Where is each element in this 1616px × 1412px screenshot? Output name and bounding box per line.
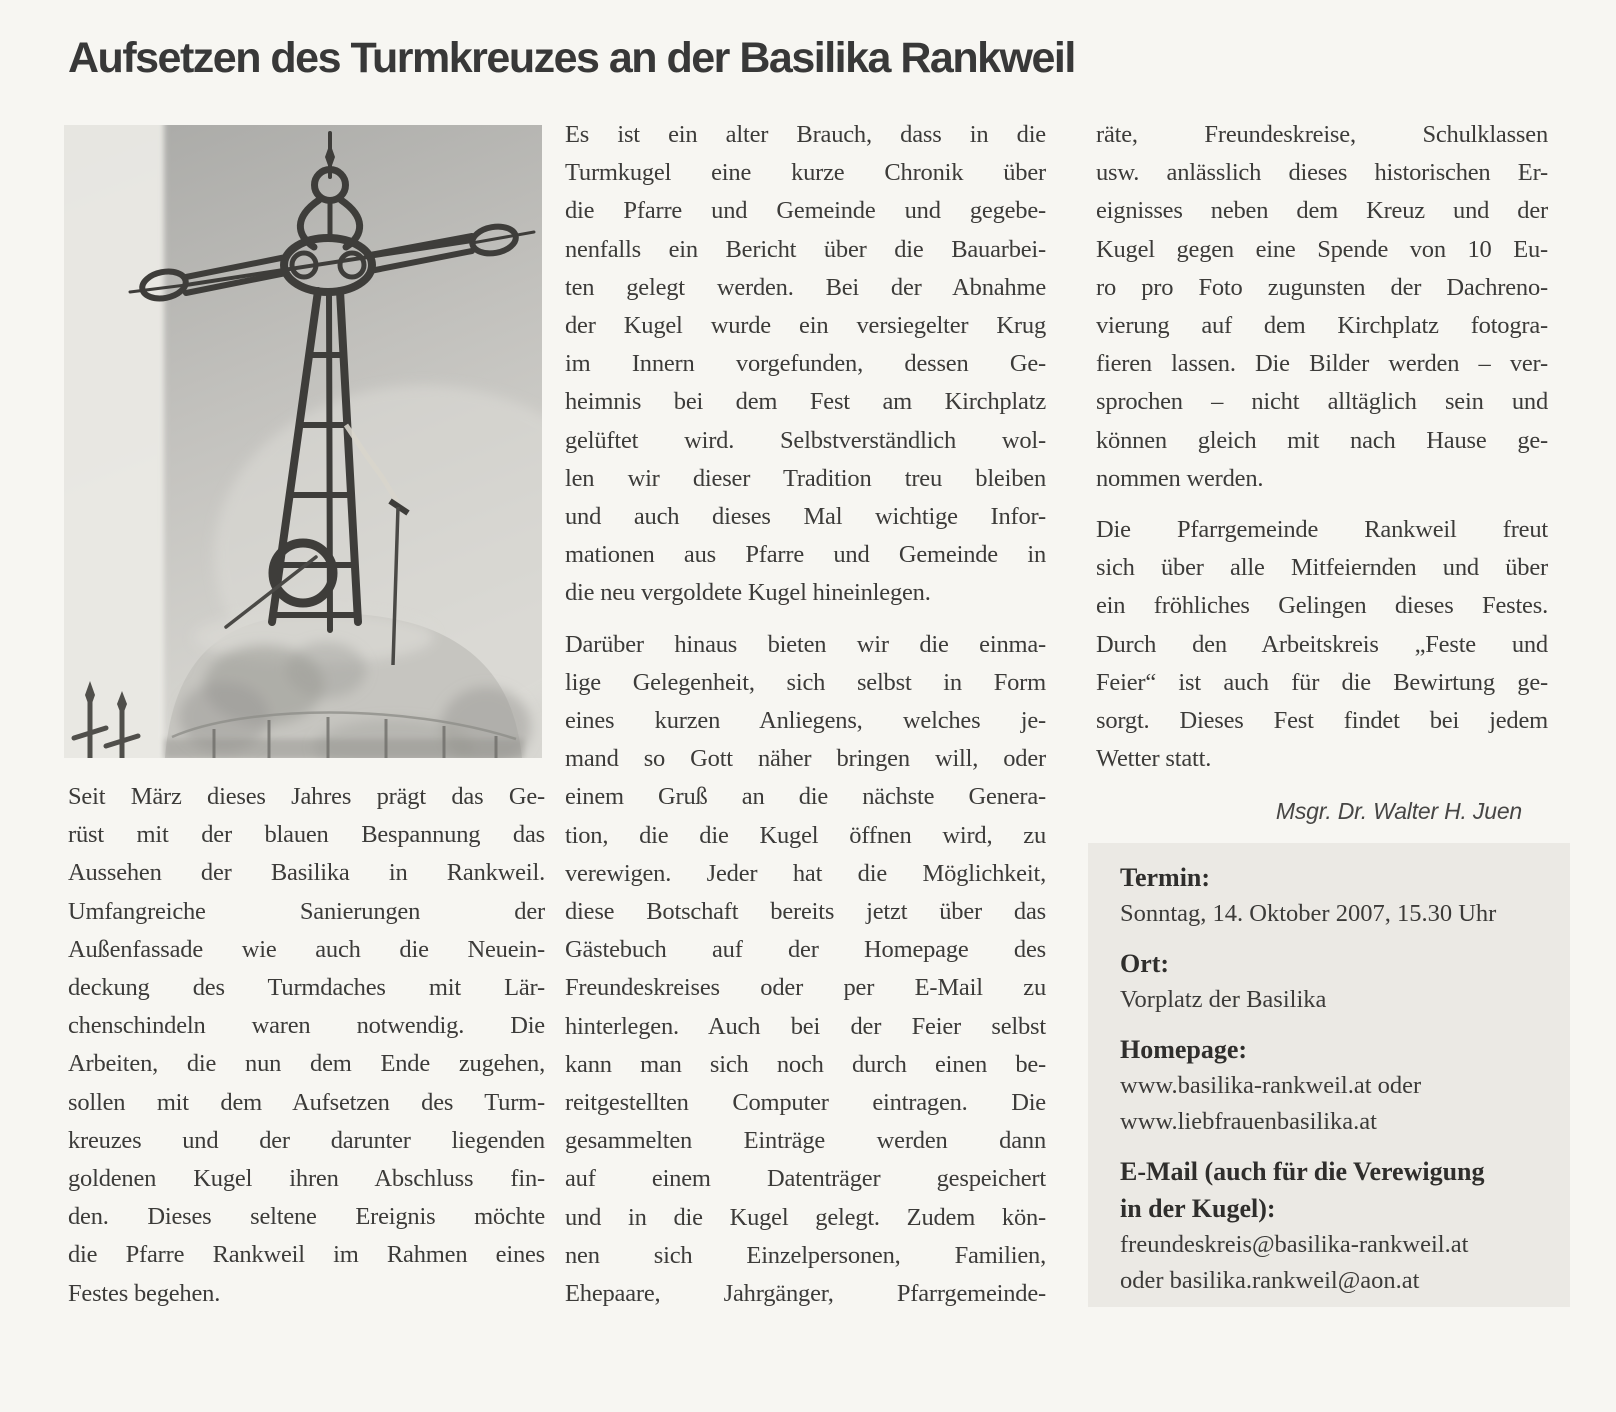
text-line: usw. anlässlich dieses historischen Er-	[1096, 159, 1548, 187]
article-column-3	[1096, 116, 1548, 831]
text-line: Durch den Arbeitskreis „Feste und	[1096, 630, 1548, 658]
text-line: Die Pfarrgemeinde Rankweil freut	[1096, 516, 1548, 544]
text-line: chenschindeln waren notwendig. Die	[68, 1012, 545, 1040]
text-line: ten gelegt werden. Bei der Abnahme	[565, 273, 1046, 301]
text-line: eignisses neben dem Kreuz und der	[1096, 197, 1548, 225]
infobox-item-ort	[1120, 945, 1554, 1018]
text-line: Gästebuch auf der Homepage des	[565, 936, 1046, 964]
text-line: Es ist ein alter Brauch, dass in die	[565, 121, 1046, 148]
text-line: hinterlegen. Auch bei der Feier selbst	[565, 1012, 1046, 1040]
infobox-value	[1120, 982, 1554, 1018]
photo-overexposed-band	[64, 125, 164, 758]
text-line: Termin:	[1120, 863, 1211, 892]
text-line: Außenfassade wie auch die Neuein-	[68, 935, 545, 963]
text-line: nommen werden.	[1096, 464, 1264, 492]
author-attribution: Msgr. Dr. Walter H. Juen	[1275, 798, 1522, 825]
text-line: Homepage:	[1120, 1035, 1248, 1064]
text-line: ro pro Foto zugunsten der Dachreno-	[1096, 273, 1548, 301]
tower-cross-photo	[64, 125, 542, 758]
text-line: Feier“ ist auch für die Bewirtung ge-	[1096, 668, 1548, 696]
text-line: können gleich mit nach Hause ge-	[1096, 426, 1548, 454]
text-line: ein fröhliches Gelingen dieses Festes.	[1096, 592, 1548, 620]
infobox-value	[1120, 1068, 1554, 1140]
text-line: Aussehen der Basilika in Rankweil.	[68, 859, 545, 887]
text-line: vierung auf dem Kirchplatz fotogra-	[1096, 312, 1548, 340]
article-column-1	[68, 778, 545, 1313]
text-line: mand so Gott näher bringen will, oder	[565, 745, 1046, 773]
text-line: freundeskreis@basilika-rankweil.at	[1120, 1231, 1469, 1258]
article-column-2	[565, 116, 1046, 1313]
text-line: sollen mit dem Aufsetzen des Turm-	[68, 1088, 545, 1116]
infobox-item-homepage	[1120, 1031, 1554, 1140]
text-line: rüst mit der blauen Bespannung das	[68, 821, 545, 849]
text-line: goldenen Kugel ihren Abschluss fin-	[68, 1165, 545, 1193]
text-line: Umfangreiche Sanierungen der	[68, 897, 545, 925]
infobox-label	[1120, 859, 1554, 896]
text-line: Seit März dieses Jahres prägt das Ge-	[68, 783, 545, 810]
text-line: E-Mail (auch für die Verewigung	[1120, 1157, 1485, 1186]
text-line: lige Gelegenheit, sich selbst in Form	[565, 668, 1046, 696]
text-line: Wetter statt.	[1096, 745, 1212, 773]
paragraph	[1096, 116, 1548, 498]
text-line: die Pfarre und Gemeinde und gegebe-	[565, 197, 1046, 225]
text-line: im Innern vorgefunden, dessen Ge-	[565, 350, 1046, 378]
text-line: Kugel gegen eine Spende von 10 Eu-	[1096, 235, 1548, 263]
infobox-label	[1120, 1031, 1554, 1068]
text-line: nenfalls ein Bericht über die Bauarbei-	[565, 235, 1046, 263]
text-line: fieren lassen. Die Bilder werden – ver-	[1096, 350, 1548, 378]
text-line: den. Dieses seltene Ereignis möchte	[68, 1203, 545, 1231]
event-infobox	[1088, 843, 1570, 1307]
text-line: oder basilika.rankweil@aon.at	[1120, 1267, 1420, 1294]
text-line: sorgt. Dieses Fest findet bei jedem	[1096, 707, 1548, 735]
text-line: len wir dieser Tradition treu bleiben	[565, 464, 1046, 492]
infobox-item-email	[1120, 1153, 1554, 1299]
text-line: gesammelten Einträge werden dann	[565, 1127, 1046, 1155]
text-line: und in die Kugel gelegt. Zudem kön-	[565, 1203, 1046, 1231]
text-line: Darüber hinaus bieten wir die einma-	[565, 630, 1046, 658]
text-line: www.basilika-rankweil.at oder	[1120, 1072, 1422, 1099]
text-line: www.liebfrauenbasilika.at	[1120, 1108, 1377, 1135]
text-line: und auch dieses Mal wichtige Infor-	[565, 503, 1046, 531]
paragraph	[565, 626, 1046, 1314]
text-line: Sonntag, 14. Oktober 2007, 15.30 Uhr	[1120, 900, 1497, 927]
text-line: sprochen – nicht alltäglich sein und	[1096, 388, 1548, 416]
text-line: tion, die die Kugel öffnen wird, zu	[565, 821, 1046, 849]
text-line: kreuzes und der darunter liegenden	[68, 1126, 545, 1154]
infobox-label	[1120, 1153, 1554, 1227]
paragraph	[565, 116, 1046, 613]
text-line: heimnis bei dem Fest am Kirchplatz	[565, 388, 1046, 416]
text-line: Arbeiten, die nun dem Ende zugehen,	[68, 1050, 545, 1078]
infobox-label	[1120, 945, 1554, 982]
text-line: nen sich Einzelpersonen, Familien,	[565, 1241, 1046, 1269]
text-line: diese Botschaft bereits jetzt über das	[565, 898, 1046, 926]
text-line: deckung des Turmdaches mit Lär-	[68, 974, 545, 1002]
text-line: mationen aus Pfarre und Gemeinde in	[565, 541, 1046, 569]
text-line: reitgestellten Computer eintragen. Die	[565, 1089, 1046, 1117]
text-line: die Pfarre Rankweil im Rahmen eines	[68, 1241, 545, 1269]
text-line: gelüftet wird. Selbstverständlich wol-	[565, 426, 1046, 454]
text-line: räte, Freundeskreise, Schulklassen	[1096, 121, 1548, 148]
infobox-value	[1120, 896, 1554, 932]
text-line: Freundeskreises oder per E-Mail zu	[565, 974, 1046, 1002]
text-line: in der Kugel):	[1120, 1194, 1276, 1223]
article-headline: Aufsetzen des Turmkreuzes an der Basilika Rankweil	[68, 34, 1075, 82]
text-line: Ort:	[1120, 949, 1170, 978]
text-line: einem Gruß an die nächste Genera-	[565, 783, 1046, 811]
text-line: Turmkugel eine kurze Chronik über	[565, 159, 1046, 187]
infobox-item-termin	[1120, 859, 1554, 932]
text-line: kann man sich noch durch einen be-	[565, 1050, 1046, 1078]
text-line: der Kugel wurde ein versiegelter Krug	[565, 312, 1046, 340]
text-line: eines kurzen Anliegens, welches je-	[565, 707, 1046, 735]
text-line: verewigen. Jeder hat die Möglichkeit,	[565, 859, 1046, 887]
text-line: die neu vergoldete Kugel hineinlegen.	[565, 579, 931, 607]
text-line: Ehepaare, Jahrgänger, Pfarrgemeinde-	[565, 1280, 1046, 1308]
text-line: auf einem Datenträger gespeichert	[565, 1165, 1046, 1193]
text-line: Vorplatz der Basilika	[1120, 986, 1327, 1013]
infobox-value	[1120, 1227, 1554, 1299]
text-line: sich über alle Mitfeiernden und über	[1096, 554, 1548, 582]
text-line: Festes begehen.	[68, 1279, 221, 1307]
paragraph	[1096, 511, 1548, 778]
